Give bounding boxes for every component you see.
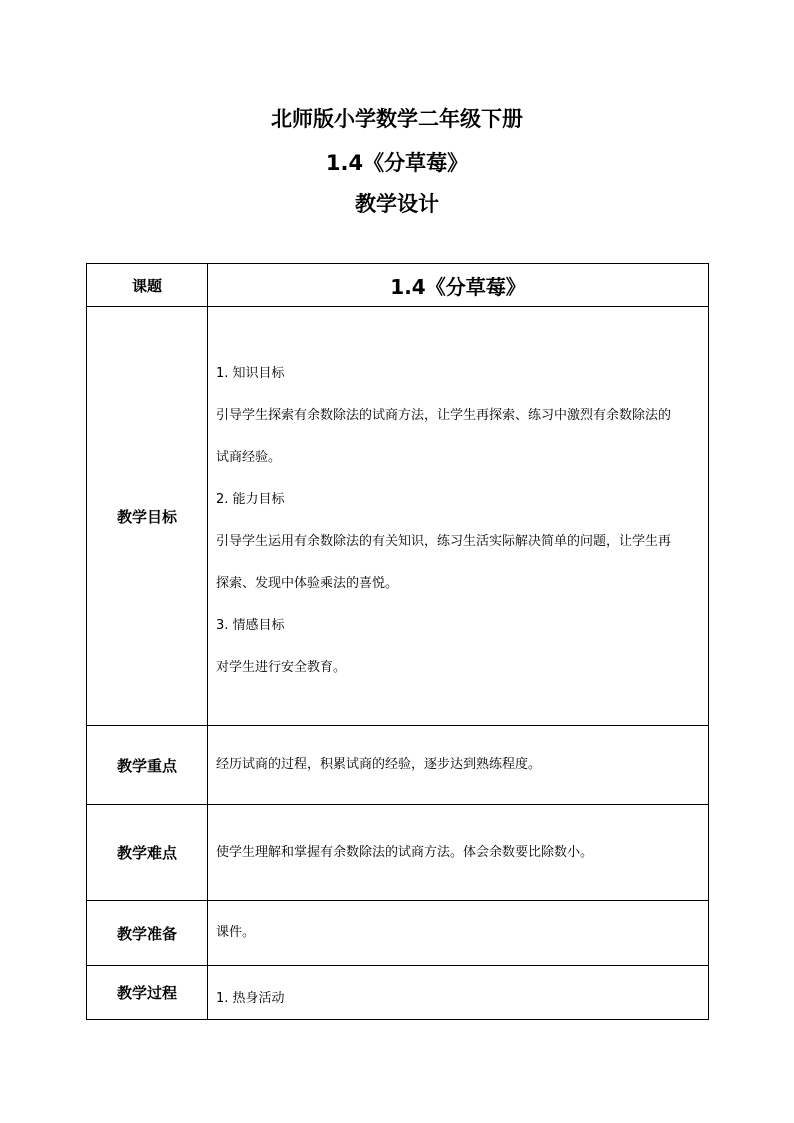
objective-line: 对学生进行安全教育。 xyxy=(216,659,347,675)
topic-value: 1.4《分草莓》 xyxy=(208,264,709,307)
row-topic xyxy=(87,264,709,307)
topic-label: 课题 xyxy=(87,264,208,307)
objective-line: 3. 情感目标 xyxy=(216,617,285,633)
row-objectives xyxy=(87,307,709,726)
objectives-label: 教学目标 xyxy=(87,307,208,726)
row-key-points xyxy=(87,726,709,805)
key-points-label: 教学重点 xyxy=(87,726,208,805)
row-process xyxy=(87,966,709,1020)
objective-line: 引导学生运用有余数除法的有关知识，练习生活实际解决简单的问题，让学生再 xyxy=(216,533,672,549)
objective-line: 引导学生探索有余数除法的试商方法，让学生再探索、练习中激烈有余数除法的 xyxy=(216,407,672,423)
objective-line: 探索、发现中体验乘法的喜悦。 xyxy=(216,575,399,591)
process-label: 教学过程 xyxy=(87,966,208,1020)
objectives-content xyxy=(208,307,709,726)
lesson-title: 1.4《分草莓》 xyxy=(325,151,469,175)
objective-line: 1. 知识目标 xyxy=(216,365,285,381)
row-difficulties xyxy=(87,805,709,901)
preparation-value: 课件。 xyxy=(216,925,256,940)
row-preparation xyxy=(87,901,709,966)
lesson-plan-table xyxy=(86,263,709,1020)
objective-line: 2. 能力目标 xyxy=(216,491,285,507)
difficulties-value: 使学生理解和掌握有余数除法的试商方法。体会余数要比除数小。 xyxy=(216,844,594,860)
document-subtitle: 教学设计 xyxy=(355,192,439,216)
document-title: 北师版小学数学二年级下册 xyxy=(271,107,523,131)
objective-line: 试商经验。 xyxy=(216,449,282,465)
difficulties-label: 教学难点 xyxy=(87,805,208,901)
process-value: 1. 热身活动 xyxy=(216,991,285,1006)
key-points-value: 经历试商的过程，积累试商的经验，逐步达到熟练程度。 xyxy=(216,757,542,772)
preparation-label: 教学准备 xyxy=(87,901,208,966)
